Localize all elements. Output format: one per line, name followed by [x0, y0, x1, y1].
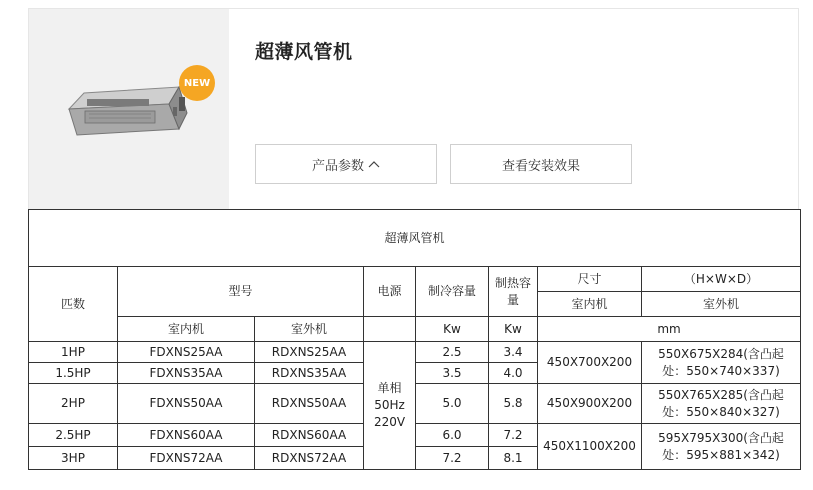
- row-hp: 1HP: [29, 342, 118, 363]
- row-indoor-model: FDXNS60AA: [118, 424, 255, 447]
- header-cooling: 制冷容量: [416, 267, 489, 317]
- view-install-effect-button[interactable]: [450, 144, 632, 184]
- outdoor-size-cell: [642, 424, 801, 470]
- row-hp: 2.5HP: [29, 424, 118, 447]
- row-cooling: 7.2: [416, 447, 489, 470]
- header-kw-heat: Kw: [489, 317, 538, 342]
- product-card: [28, 8, 799, 210]
- header-indoor-unit: 室内机: [118, 317, 255, 342]
- header-heating-line2: 量: [506, 292, 519, 307]
- header-heating: [489, 267, 538, 317]
- row-outdoor-model: RDXNS35AA: [255, 363, 364, 384]
- header-power-empty: [364, 317, 416, 342]
- header-kw-cool: Kw: [416, 317, 489, 342]
- header-row-1: [29, 267, 801, 292]
- outdoor-size-line2: 处：550×740×337): [662, 363, 780, 378]
- outdoor-size-line1: 550X765X285(含凸起: [658, 387, 784, 402]
- indoor-size-cell: 450X1100X200: [538, 424, 642, 470]
- header-hp: 匹数: [29, 267, 118, 342]
- header-heating-line1: 制热容: [494, 275, 531, 290]
- row-hp: 3HP: [29, 447, 118, 470]
- caption-row: [29, 210, 801, 267]
- new-badge: [179, 65, 215, 101]
- row-cooling: 6.0: [416, 424, 489, 447]
- header-indoor-size: 室内机: [538, 292, 642, 317]
- row-indoor-model: FDXNS50AA: [118, 384, 255, 424]
- row-outdoor-model: RDXNS72AA: [255, 447, 364, 470]
- spec-table-wrap: [28, 209, 801, 470]
- indoor-size-cell: 450X900X200: [538, 384, 642, 424]
- power-line-1: 单相: [377, 381, 402, 395]
- header-mm: mm: [538, 317, 801, 342]
- header-size: 尺寸: [538, 267, 642, 292]
- power-supply-cell: [364, 342, 416, 470]
- outdoor-size-cell: [642, 342, 801, 384]
- spec-table: [28, 209, 801, 470]
- row-indoor-model: FDXNS72AA: [118, 447, 255, 470]
- row-indoor-model: FDXNS35AA: [118, 363, 255, 384]
- table-caption: 超薄风管机: [29, 210, 801, 267]
- product-title: 超薄风管机: [255, 41, 353, 63]
- outdoor-size-line1: 595X795X300(含凸起: [658, 430, 784, 445]
- header-hwd: （H×W×D）: [642, 267, 801, 292]
- header-outdoor-size: 室外机: [642, 292, 801, 317]
- outdoor-size-cell: [642, 384, 801, 424]
- row-outdoor-model: RDXNS60AA: [255, 424, 364, 447]
- header-power: 电源: [364, 267, 416, 317]
- duct-unit-image: [29, 9, 229, 209]
- row-cooling: 5.0: [416, 384, 489, 424]
- header-row-3: [29, 317, 801, 342]
- table-row: [29, 342, 801, 363]
- chevron-up-icon: [368, 159, 380, 169]
- header-outdoor-unit: 室外机: [255, 317, 364, 342]
- header-model: 型号: [118, 267, 364, 317]
- indoor-size-cell: 450X700X200: [538, 342, 642, 384]
- row-heating: 8.1: [489, 447, 538, 470]
- view-install-effect-label: 查看安装效果: [501, 158, 580, 174]
- row-hp: 2HP: [29, 384, 118, 424]
- product-params-label: 产品参数: [311, 158, 364, 174]
- row-cooling: 2.5: [416, 342, 489, 363]
- row-indoor-model: FDXNS25AA: [118, 342, 255, 363]
- row-outdoor-model: RDXNS25AA: [255, 342, 364, 363]
- outdoor-size-line2: 处：595×881×342): [662, 447, 780, 462]
- power-line-2: 50Hz: [374, 398, 405, 412]
- product-params-button[interactable]: [255, 144, 437, 184]
- product-image-panel: [29, 9, 229, 209]
- new-badge-label: NEW: [183, 77, 211, 89]
- outdoor-size-line1: 550X675X284(含凸起: [658, 346, 784, 361]
- row-heating: 3.4: [489, 342, 538, 363]
- row-hp: 1.5HP: [29, 363, 118, 384]
- row-cooling: 3.5: [416, 363, 489, 384]
- row-outdoor-model: RDXNS50AA: [255, 384, 364, 424]
- row-heating: 5.8: [489, 384, 538, 424]
- outdoor-size-line2: 处：550×840×327): [662, 404, 780, 419]
- row-heating: 7.2: [489, 424, 538, 447]
- power-line-3: 220V: [373, 415, 406, 429]
- row-heating: 4.0: [489, 363, 538, 384]
